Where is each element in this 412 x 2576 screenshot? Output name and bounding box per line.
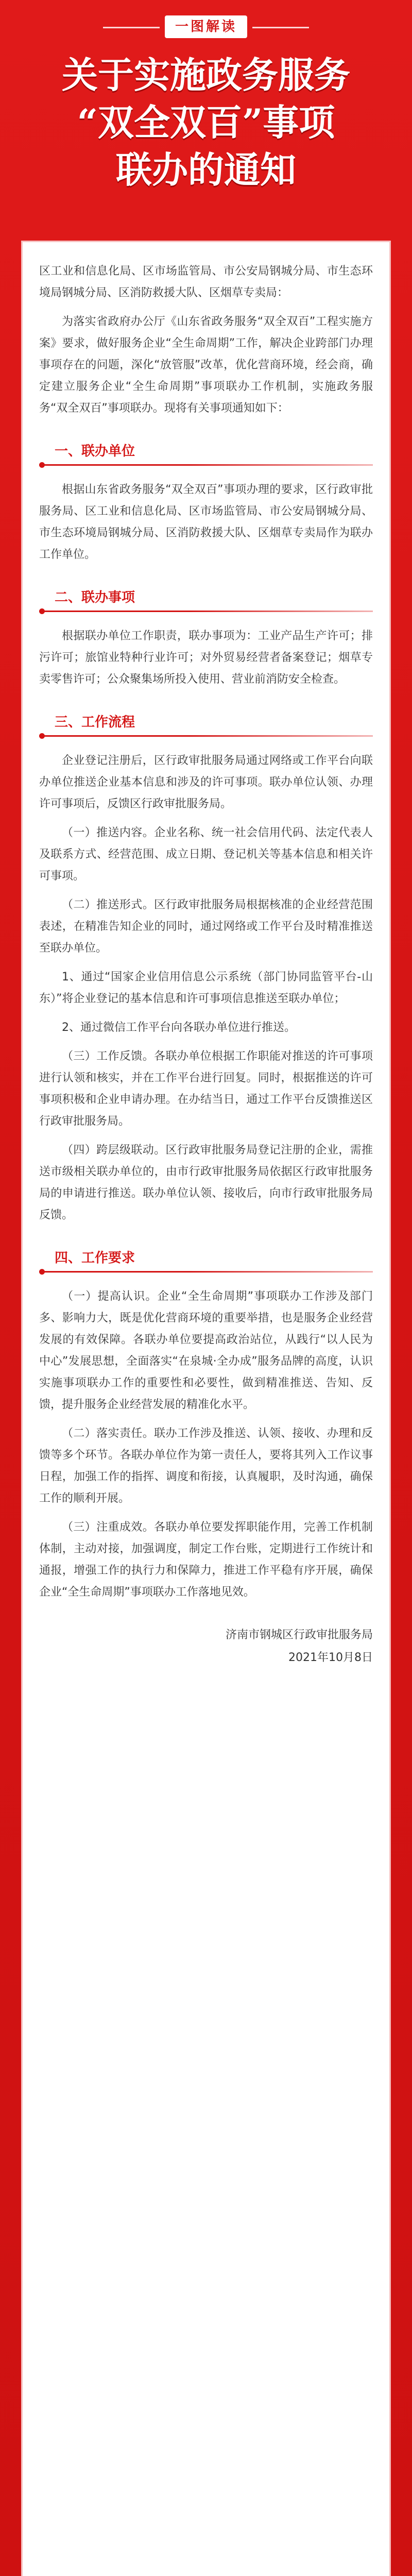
title-line-2: “双全双百”事项	[77, 101, 335, 144]
section-title: 四、工作要求	[55, 1250, 135, 1266]
section-paragraph: 2、通过微信工作平台向各联办单位进行推送。	[62, 1021, 296, 1034]
section-paragraph: （二）落实责任。联办工作涉及推送、认领、接收、办理和反馈等多个环节。各联办单位作为第一责任人，要将其列入工作议事日程，加强工作的指挥、调度和衔接，认真履职，及时沟通，确保工作的顺利开展。	[39, 1427, 373, 1505]
section-underline	[39, 735, 373, 737]
section-heading-3	[39, 708, 373, 737]
title-line-1: 关于实施政务服务	[62, 54, 350, 96]
section-heading-4	[39, 1244, 373, 1273]
title-line-3: 联办的通知	[116, 148, 296, 191]
section-paragraph: （三）工作反馈。各联办单位根据工作职能对推送的许可事项进行认领和核实，并在工作平台进行回复。同时，根据推送的许可事项积极和企业申请办理。在办结当日，通过工作平台反馈推送区行政审批服务局。	[39, 1050, 373, 1128]
section-underline	[39, 1271, 373, 1273]
badge-line-left	[103, 27, 160, 28]
page-title	[0, 52, 412, 194]
section-title: 二、联办事项	[55, 590, 135, 605]
section-dot-icon	[39, 462, 45, 468]
section-title: 三、工作流程	[55, 715, 135, 730]
section-heading-1	[39, 437, 373, 466]
section-paragraph: （二）推送形式。区行政审批服务局根据核准的企业经营范围表述，在精准告知企业的同时，通过网络或工作平台及时精准推送至联办单位。	[39, 899, 373, 955]
section-underline	[39, 464, 373, 466]
signature-org: 济南市钢城区行政审批服务局	[225, 1629, 373, 1641]
signature-block	[39, 1624, 373, 1669]
signature-date: 2021年10月8日	[288, 1651, 373, 1664]
section-dot-icon	[39, 1269, 45, 1275]
header	[0, 0, 412, 216]
badge-line-right	[252, 27, 309, 28]
section-paragraph: 1、通过“国家企业信用信息公示系统（部门协同监管平台-山东）”将企业登记的基本信息和许可事项信息推送至联办单位；	[39, 971, 373, 1005]
intro-paragraph: 为落实省政府办公厅《山东省政务服务“双全双百”工程实施方案》要求，做好服务企业“全生命周期”工作，解决企业跨部门办理事项存在的问题，深化“放管服”改革，优化营商环境，经会商，确定建立服务企业“全生命周期”事项联办工作机制，实施政务服务“双全双百”事项联办。现将有关事项通知如下：	[39, 315, 373, 415]
section-dot-icon	[39, 733, 45, 739]
document-content	[39, 261, 373, 1669]
section-paragraph: 根据联办单位工作职责，联办事项为：工业产品生产许可；排污许可；旅馆业特种行业许可；对外贸易经营者备案登记；烟草专卖零售许可；公众聚集场所投入使用、营业前消防安全检查。	[39, 630, 373, 686]
section-paragraph: （一）推送内容。企业名称、统一社会信用代码、法定代表人及联系方式、经营范围、成立日期、登记机关等基本信息和相关许可事项。	[39, 826, 373, 883]
section-paragraph: 企业登记注册后，区行政审批服务局通过网络或工作平台向联办单位推送企业基本信息和涉及的许可事项。联办单位认领、办理许可事项后，反馈区行政审批服务局。	[39, 754, 373, 810]
document-card	[23, 242, 389, 2576]
section-title: 一、联办单位	[55, 444, 135, 459]
section-paragraph: （三）注重成效。各联办单位要发挥职能作用，完善工作机制体制，主动对接，加强调度，制定工作台账，定期进行工作统计和通报，增强工作的执行力和保障力，推进工作平稳有序开展，确保企业“全生命周期”事项联办工作落地见效。	[39, 1521, 373, 1599]
section-dot-icon	[39, 608, 45, 614]
section-heading-2	[39, 583, 373, 612]
addressee: 区工业和信息化局、区市场监管局、市公安局钢城分局、市生态环境局钢城分局、区消防救援大队、区烟草专卖局：	[39, 265, 373, 299]
section-paragraph: （四）跨层级联动。区行政审批服务局登记注册的企业，需推送市级相关联办单位的，由市行政审批服务局依据区行政审批服务局的申请进行推送。联办单位认领、接收后，向市行政审批服务局反馈。	[39, 1144, 373, 1222]
section-underline	[39, 611, 373, 612]
section-paragraph: （一）提高认识。企业“全生命周期”事项联办工作涉及部门多、影响力大，既是优化营商环境的重要举措，也是服务企业经营发展的有效保障。各联办单位要提高政治站位，从践行“以人民为中心”发展思想，全面落实“在泉城·全办成”服务品牌的高度，认识实施事项联办工作的重要性和必要性，做到精准推送、告知、反馈，提升服务企业经营发展的精准化水平。	[39, 1290, 373, 1411]
section-paragraph: 根据山东省政务服务“双全双百”事项办理的要求，区行政审批服务局、区工业和信息化局、区市场监管局、市公安局钢城分局、市生态环境局钢城分局、区消防救援大队、区烟草专卖局作为联办工作单位。	[39, 483, 373, 561]
badge: 一图解读	[165, 15, 247, 38]
